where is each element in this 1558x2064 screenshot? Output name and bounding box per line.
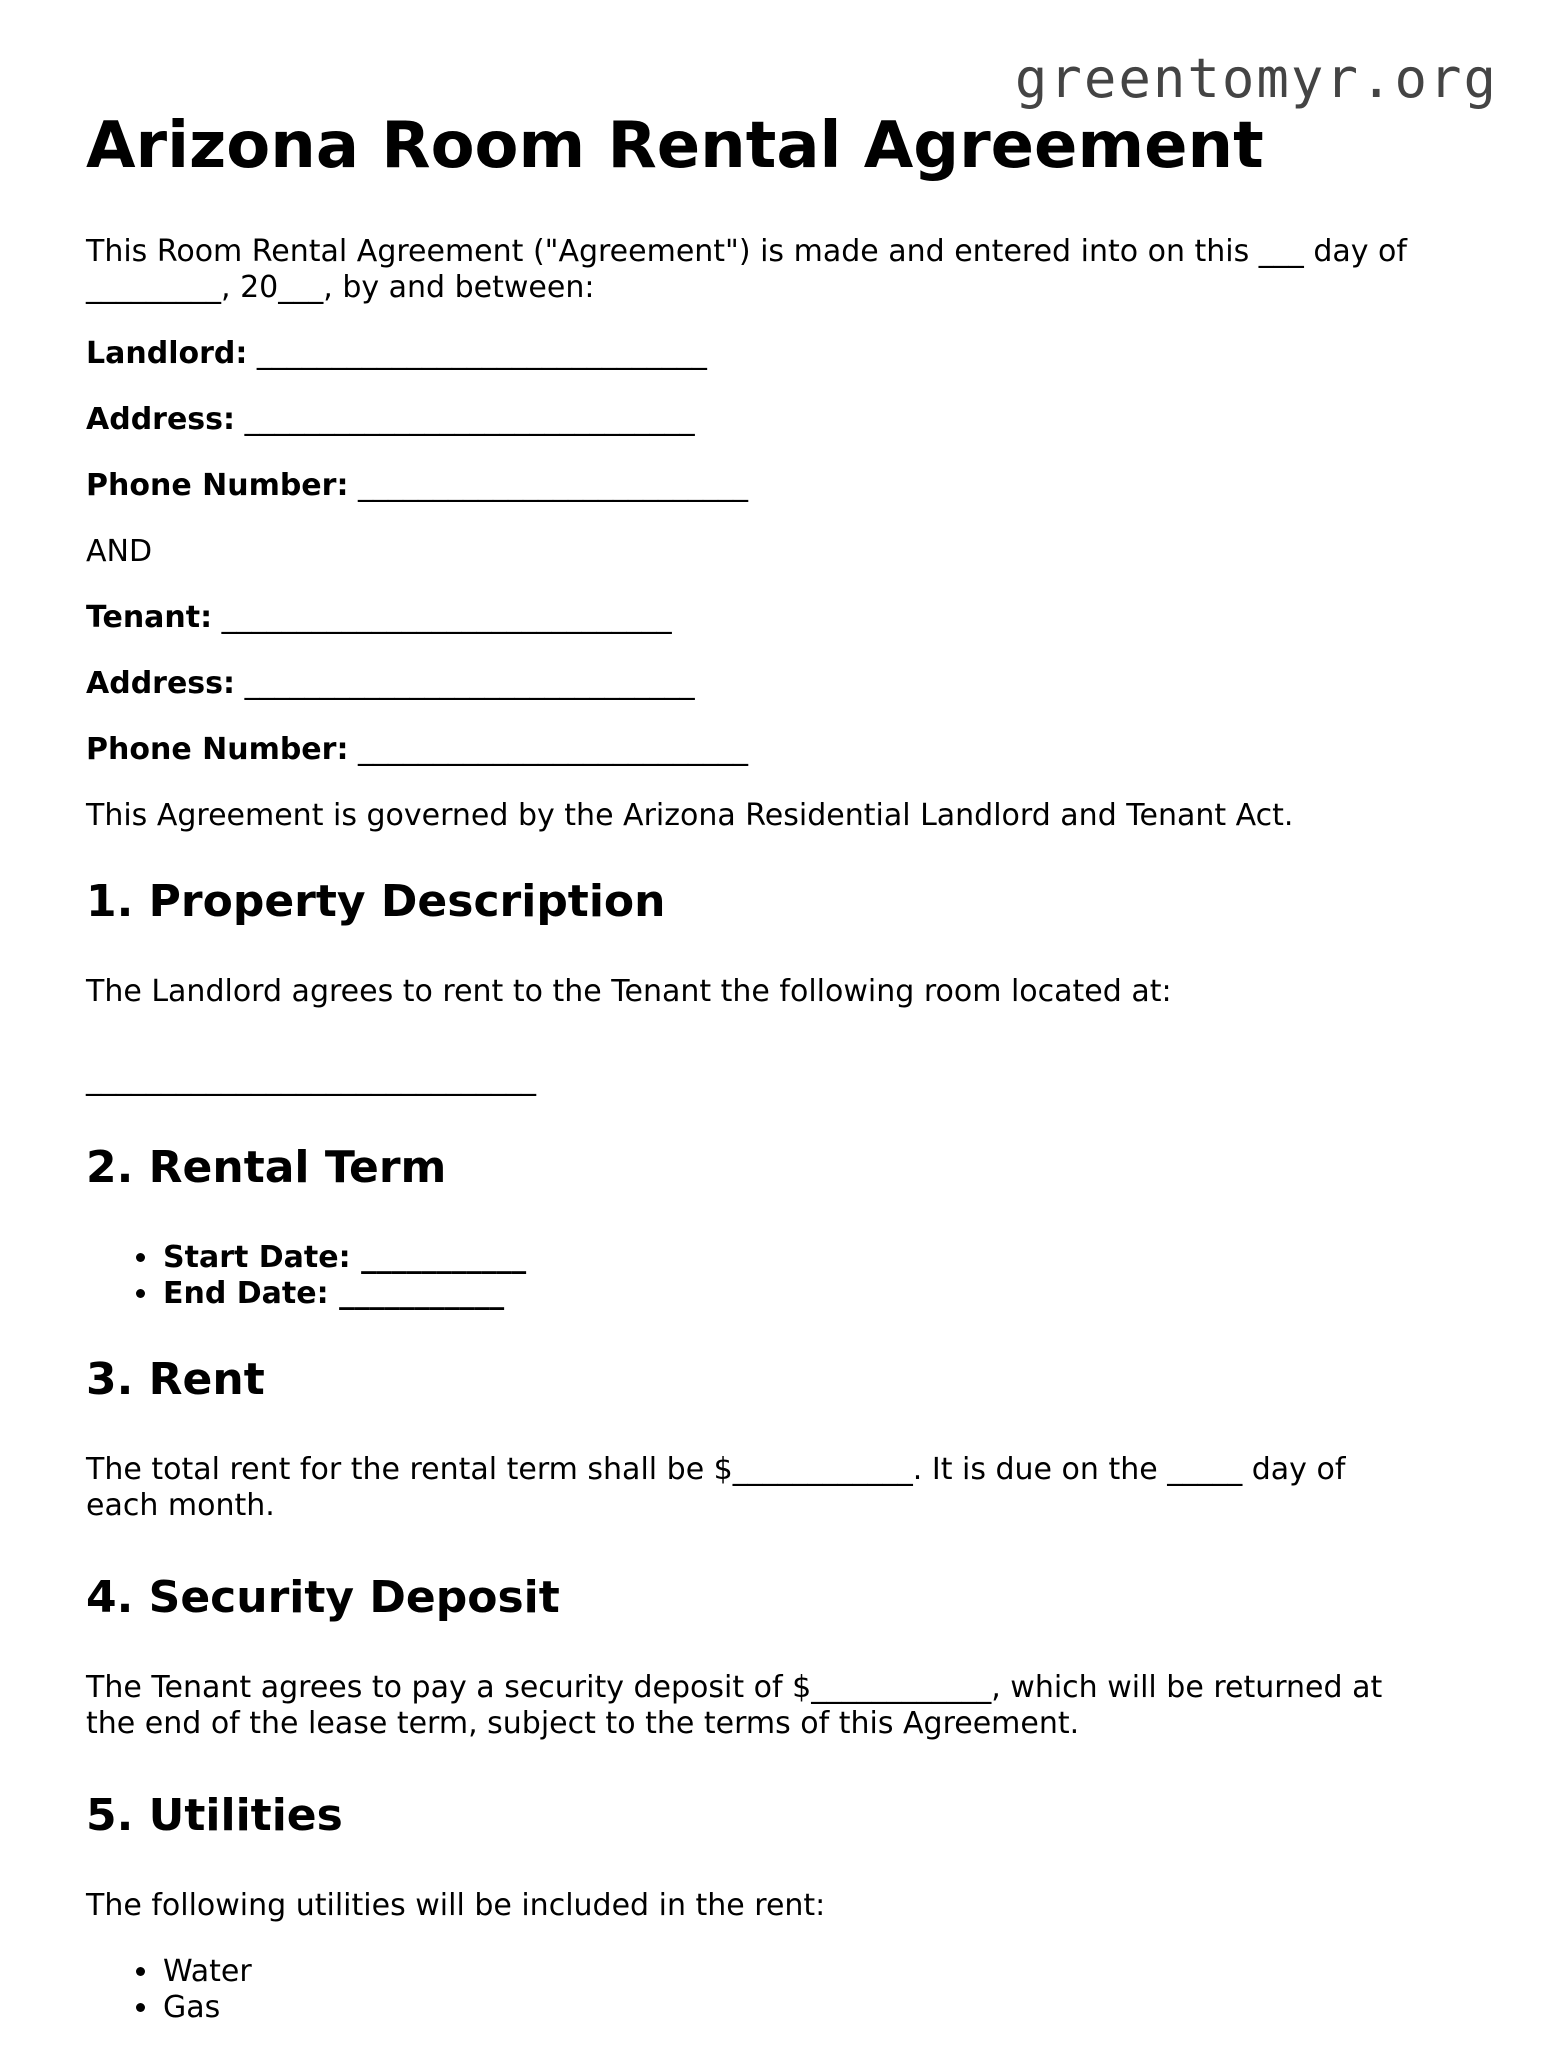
landlord-phone-label: Phone Number: xyxy=(86,468,349,503)
tenant-name-field xyxy=(86,600,1466,636)
section-heading-deposit: 4. Security Deposit xyxy=(86,1572,560,1623)
utilities-text: The following utilities will be included in the rent: xyxy=(86,1888,826,1923)
landlord-address-field xyxy=(86,402,1466,438)
rental-term-list xyxy=(86,1240,1466,1312)
utilities-list xyxy=(86,1954,1466,2026)
start-date-item xyxy=(161,1240,1466,1276)
start-date-blank[interactable]: ___________ xyxy=(361,1240,527,1275)
property-address-blank[interactable]: ______________________________ xyxy=(86,1062,536,1097)
landlord-address-blank[interactable]: ______________________________ xyxy=(244,402,695,437)
intro-line-2: _________, 20___, by and between: xyxy=(86,270,595,305)
deposit-line-1: The Tenant agrees to pay a security deposit of $____________, which will be returned at xyxy=(86,1670,1383,1705)
landlord-name-field xyxy=(86,336,1466,372)
tenant-phone-field xyxy=(86,732,1466,768)
watermark-text: greentomyr.org xyxy=(1014,47,1498,110)
rent-paragraph xyxy=(86,1452,1466,1524)
document-page xyxy=(86,106,1466,2064)
end-date-label: End Date: xyxy=(163,1276,329,1311)
section-heading-utilities: 5. Utilities xyxy=(86,1790,343,1841)
section-heading-rent: 3. Rent xyxy=(86,1354,265,1405)
utility-item: • Water xyxy=(161,1954,1466,1990)
landlord-name-blank[interactable]: ______________________________ xyxy=(256,336,707,371)
start-date-label: Start Date: xyxy=(163,1240,351,1275)
intro-line-1: This Room Rental Agreement ("Agreement") is made and entered into on this ___ day of xyxy=(86,234,1407,269)
governing-law-text: This Agreement is governed by the Arizona Residential Landlord and Tenant Act. xyxy=(86,798,1294,833)
tenant-name-label: Tenant: xyxy=(86,600,213,635)
landlord-name-label: Landlord: xyxy=(86,336,248,371)
tenant-address-field xyxy=(86,666,1466,702)
utility-item: • Gas xyxy=(161,1990,1466,2026)
tenant-name-blank[interactable]: ______________________________ xyxy=(221,600,672,635)
deposit-line-2: the end of the lease term, subject to the terms of this Agreement. xyxy=(86,1706,1080,1741)
document-title: Arizona Room Rental Agreement xyxy=(86,109,1264,183)
section-heading-property: 1. Property Description xyxy=(86,876,666,927)
tenant-address-blank[interactable]: ______________________________ xyxy=(244,666,695,701)
end-date-item xyxy=(161,1276,1466,1312)
section-heading-term: 2. Rental Term xyxy=(86,1142,447,1193)
deposit-paragraph xyxy=(86,1670,1466,1742)
tenant-phone-label: Phone Number: xyxy=(86,732,349,767)
landlord-phone-blank[interactable]: __________________________ xyxy=(358,468,748,503)
tenant-phone-blank[interactable]: __________________________ xyxy=(358,732,748,767)
rent-line-2: each month. xyxy=(86,1488,275,1523)
end-date-blank[interactable]: ___________ xyxy=(339,1276,505,1311)
and-separator: AND xyxy=(86,534,153,569)
landlord-phone-field xyxy=(86,468,1466,504)
rent-line-1: The total rent for the rental term shall be $____________. It is due on the _____ day of xyxy=(86,1452,1346,1487)
landlord-address-label: Address: xyxy=(86,402,236,437)
property-description-text: The Landlord agrees to rent to the Tenant the following room located at: xyxy=(86,974,1172,1009)
intro-paragraph xyxy=(86,234,1466,306)
tenant-address-label: Address: xyxy=(86,666,236,701)
